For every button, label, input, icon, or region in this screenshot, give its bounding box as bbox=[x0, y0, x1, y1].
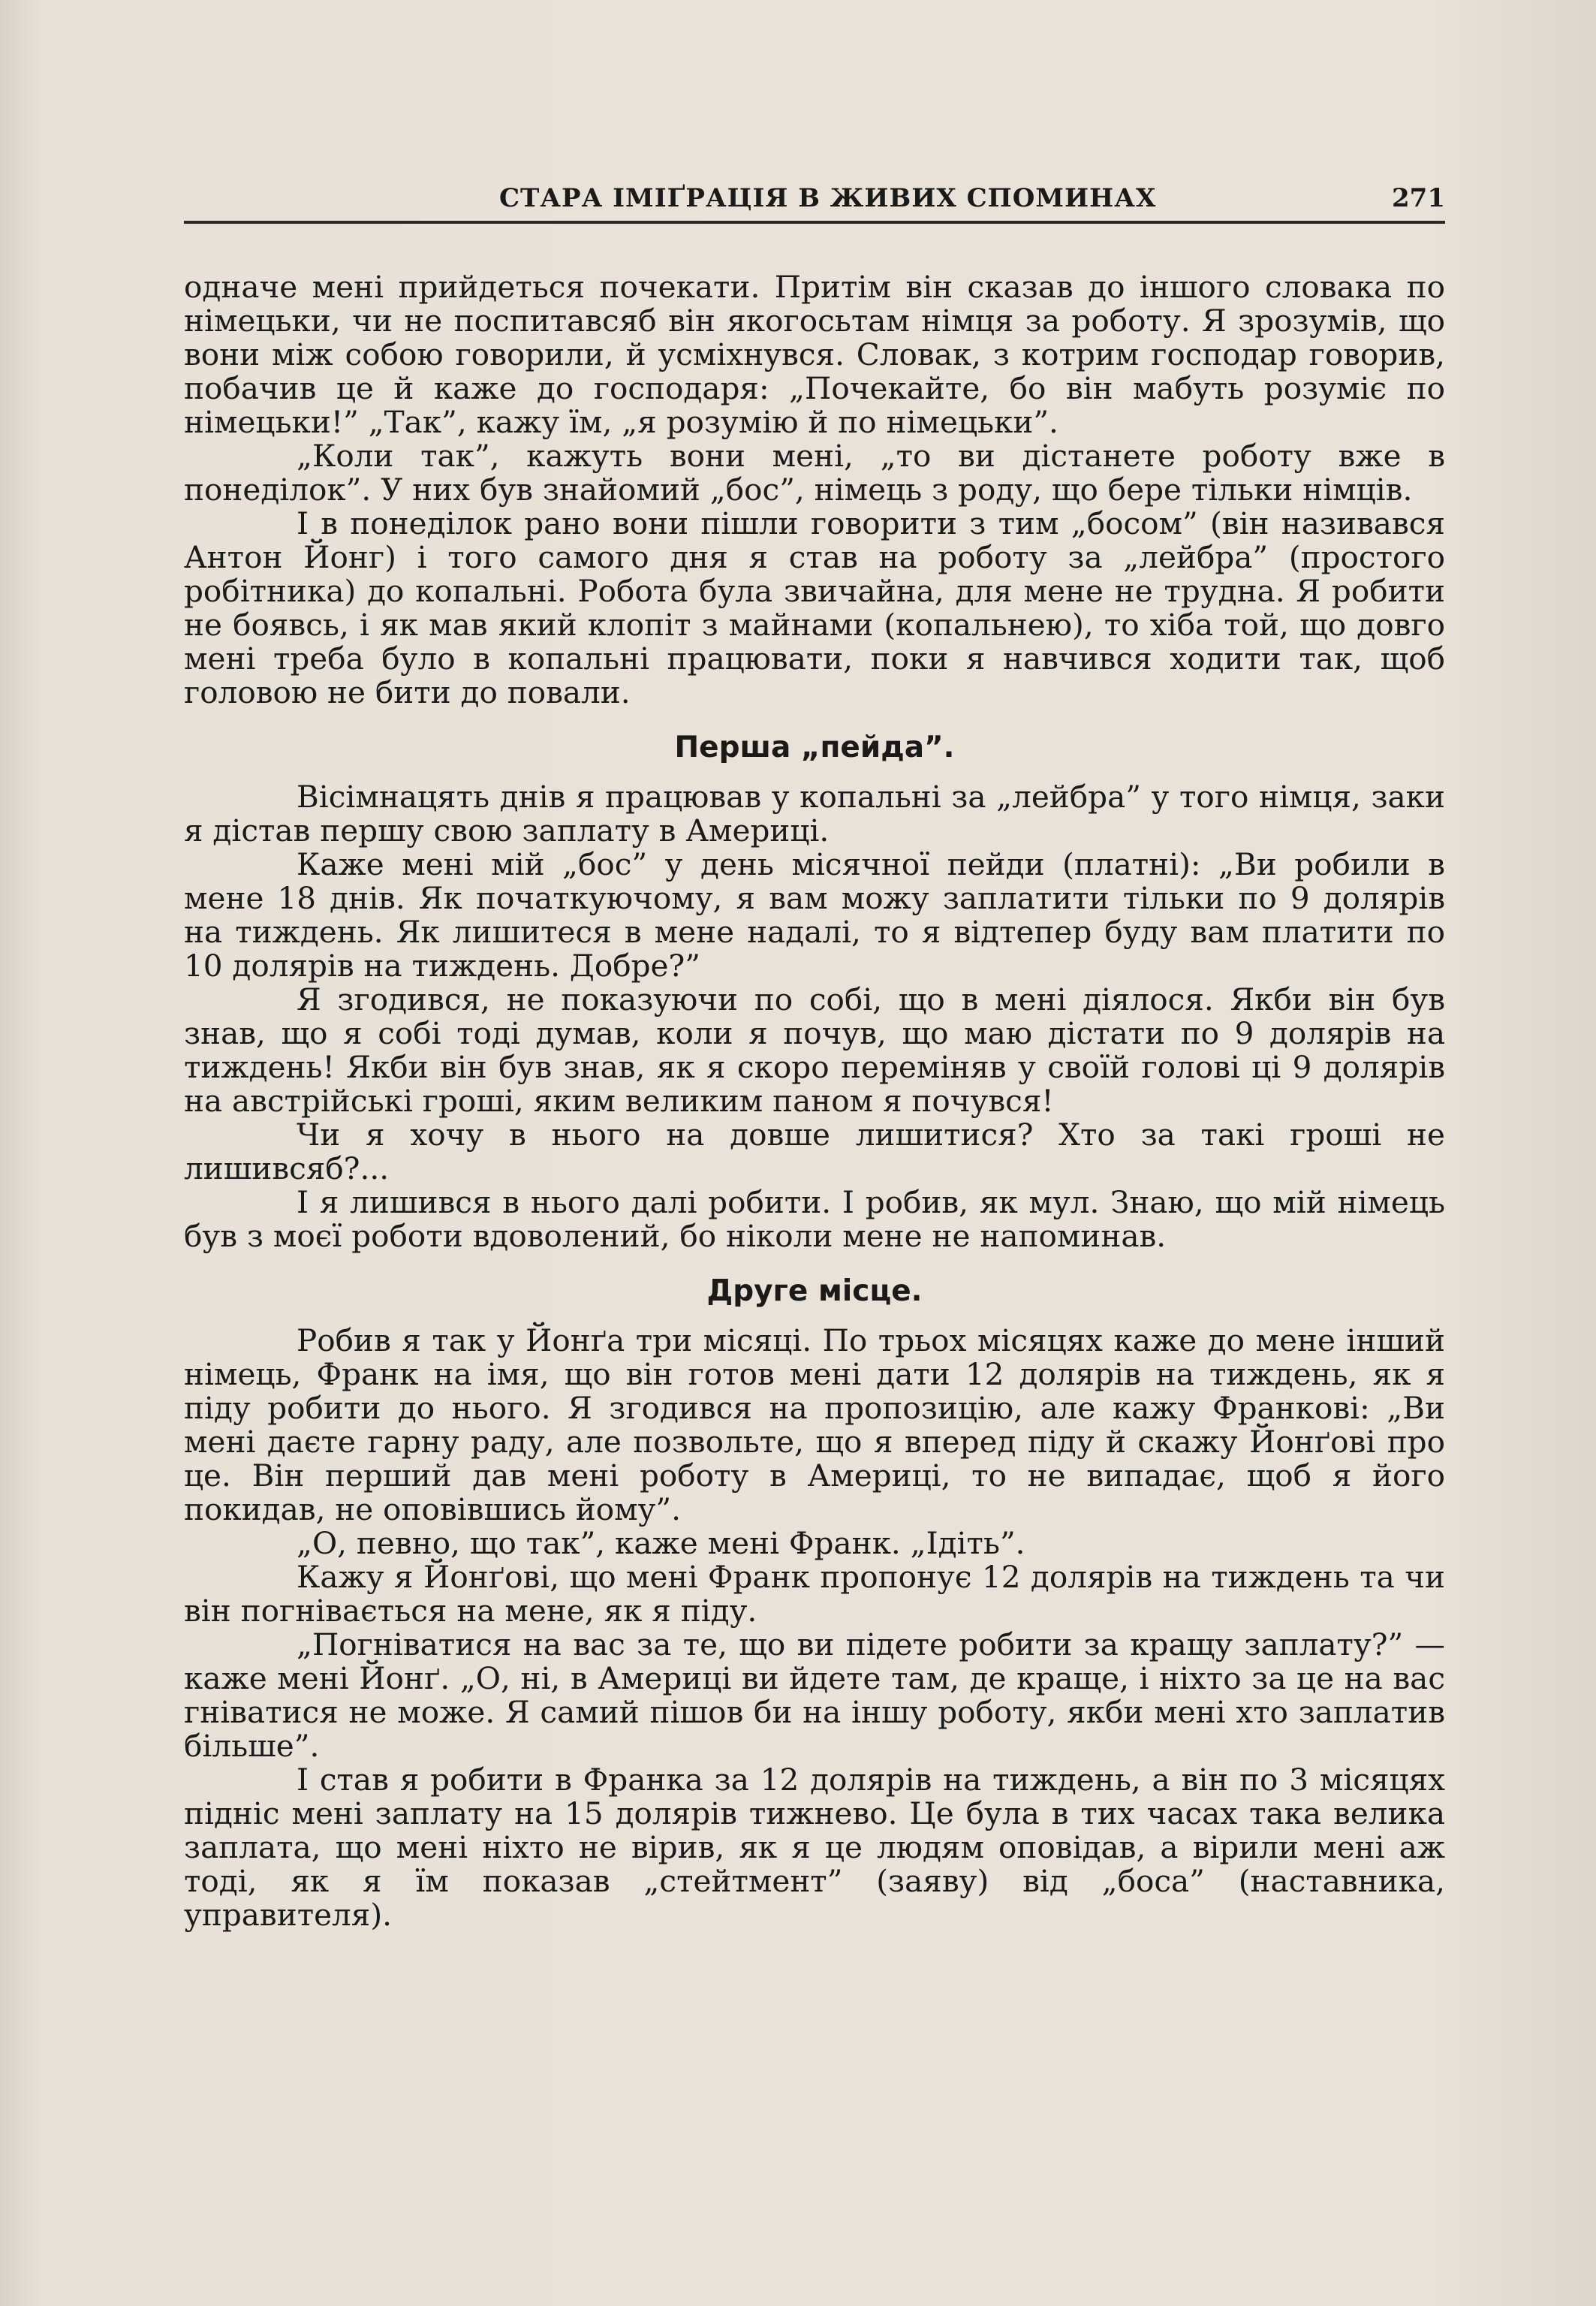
paragraph: Чи я хочу в нього на довше лишитися? Хто за такі гроші не лишивсяб?... bbox=[184, 1117, 1445, 1186]
paragraph: Робив я так у Йонґа три місяці. По трьох місяцях каже до мене інший німець, Франк на імя, що він готов мені дати 12 долярів на тиждень, як я піду робити до нього. Я згодився на пропозицію, але кажу Франкові: „Ви мені даєте гарну раду, але позвольте, що я вперед піду й скажу Йонґові про це. Він перший дав мені роботу в Америці, то не випадає, щоб я його покидав, не оповівшись йому”. bbox=[184, 1322, 1445, 1527]
running-title: СТАРА ІМІҐРАЦІЯ В ЖИВИХ СПОМИНАХ bbox=[499, 183, 1157, 213]
paragraph: І став я робити в Франка за 12 долярів на тиждень, а він по 3 місяцях підніс мені заплату на 15 долярів тижнево. Це була в тих часах така велика заплата, що мені ніхто не вірив, як я це людям оповідав, а вірили мені аж тоді, як я їм показав „стейтмент” (заяву) від „боса” (наставника, управителя). bbox=[184, 1762, 1445, 1933]
section-heading: Друге місце. bbox=[706, 1274, 923, 1308]
body-text bbox=[184, 270, 1445, 1932]
section-heading: Перша „пейда”. bbox=[674, 731, 955, 764]
page-header bbox=[184, 179, 1445, 224]
paragraph: „О, певно, що так”, каже мені Франк. „Ідіть”. bbox=[297, 1525, 1025, 1561]
paragraph: Вісімнацять днів я працював у копальні за „лейбра” у того німця, заки я дістав першу свою заплату в Америці. bbox=[184, 779, 1445, 849]
paragraph: Кажу я Йонґові, що мені Франк пропонує 12 долярів на тиждень та чи він погнівається на мене, як я піду. bbox=[184, 1559, 1445, 1629]
paragraph: І я лишився в нього далі робити. І робив, як мул. Знаю, що мій німець був з моєї роботи вдоволений, бо ніколи мене не напоминав. bbox=[184, 1184, 1445, 1254]
paragraph: „Погніватися на вас за те, що ви підете робити за кращу заплату?” — каже мені Йонґ. „О, ні, в Америці ви йдете там, де краще, і ніхто за це на вас гніватися не може. Я самий пішов би на іншу роботу, якби мені хто заплатив більше”. bbox=[184, 1626, 1445, 1764]
page-number: 271 bbox=[1392, 183, 1445, 213]
paragraph: Каже мені мій „бос” у день місячної пейди (платні): „Ви робили в мене 18 днів. Як початкуючому, я вам можу заплатити тільки по 9 долярів на тиждень. Як лишитеся в мене надалі, то я відтепер буду вам платити по 10 долярів на тиждень. Добре?” bbox=[184, 846, 1445, 984]
paragraph: Я згодився, не показуючи по собі, що в мені діялося. Якби він був знав, що я собі тоді думав, коли я почув, що маю дістати по 9 долярів на тиждень! Якби він був знав, як я скоро переміняв у своїй голові ці 9 долярів на австрійські гроші, яким великим паном я почувся! bbox=[184, 981, 1445, 1119]
paragraph: І в понеділок рано вони пішли говорити з тим „босом” (він називався Антон Йонг) і того самого дня я став на роботу за „лейбра” (простого робітника) до копальні. Робота була звичайна, для мене не трудна. Я робити не боявсь, і як мав який клопіт з майнами (копальнею), то хіба той, що довго мені треба було в копальні працювати, поки я навчився ходити так, щоб головою не бити до повали. bbox=[184, 505, 1445, 710]
paragraph: „Коли так”, кажуть вони мені, „то ви дістанете роботу вже в понеділок”. У них був знайомий „бос”, німець з роду, що бере тільки німців. bbox=[184, 438, 1445, 508]
paragraph: одначе мені прийдеться почекати. Притім він сказав до іншого словака по німецьки, чи не поспитавсяб він якогосьтам німця за роботу. Я зрозумів, що вони між собою говорили, й усміхнувся. Словак, з котрим господар говорив, побачив це й каже до господаря: „Почекайте, бо він мабуть розуміє по німецьки!” „Так”, кажу їм, „я розумію й по німецьки”. bbox=[184, 269, 1445, 440]
